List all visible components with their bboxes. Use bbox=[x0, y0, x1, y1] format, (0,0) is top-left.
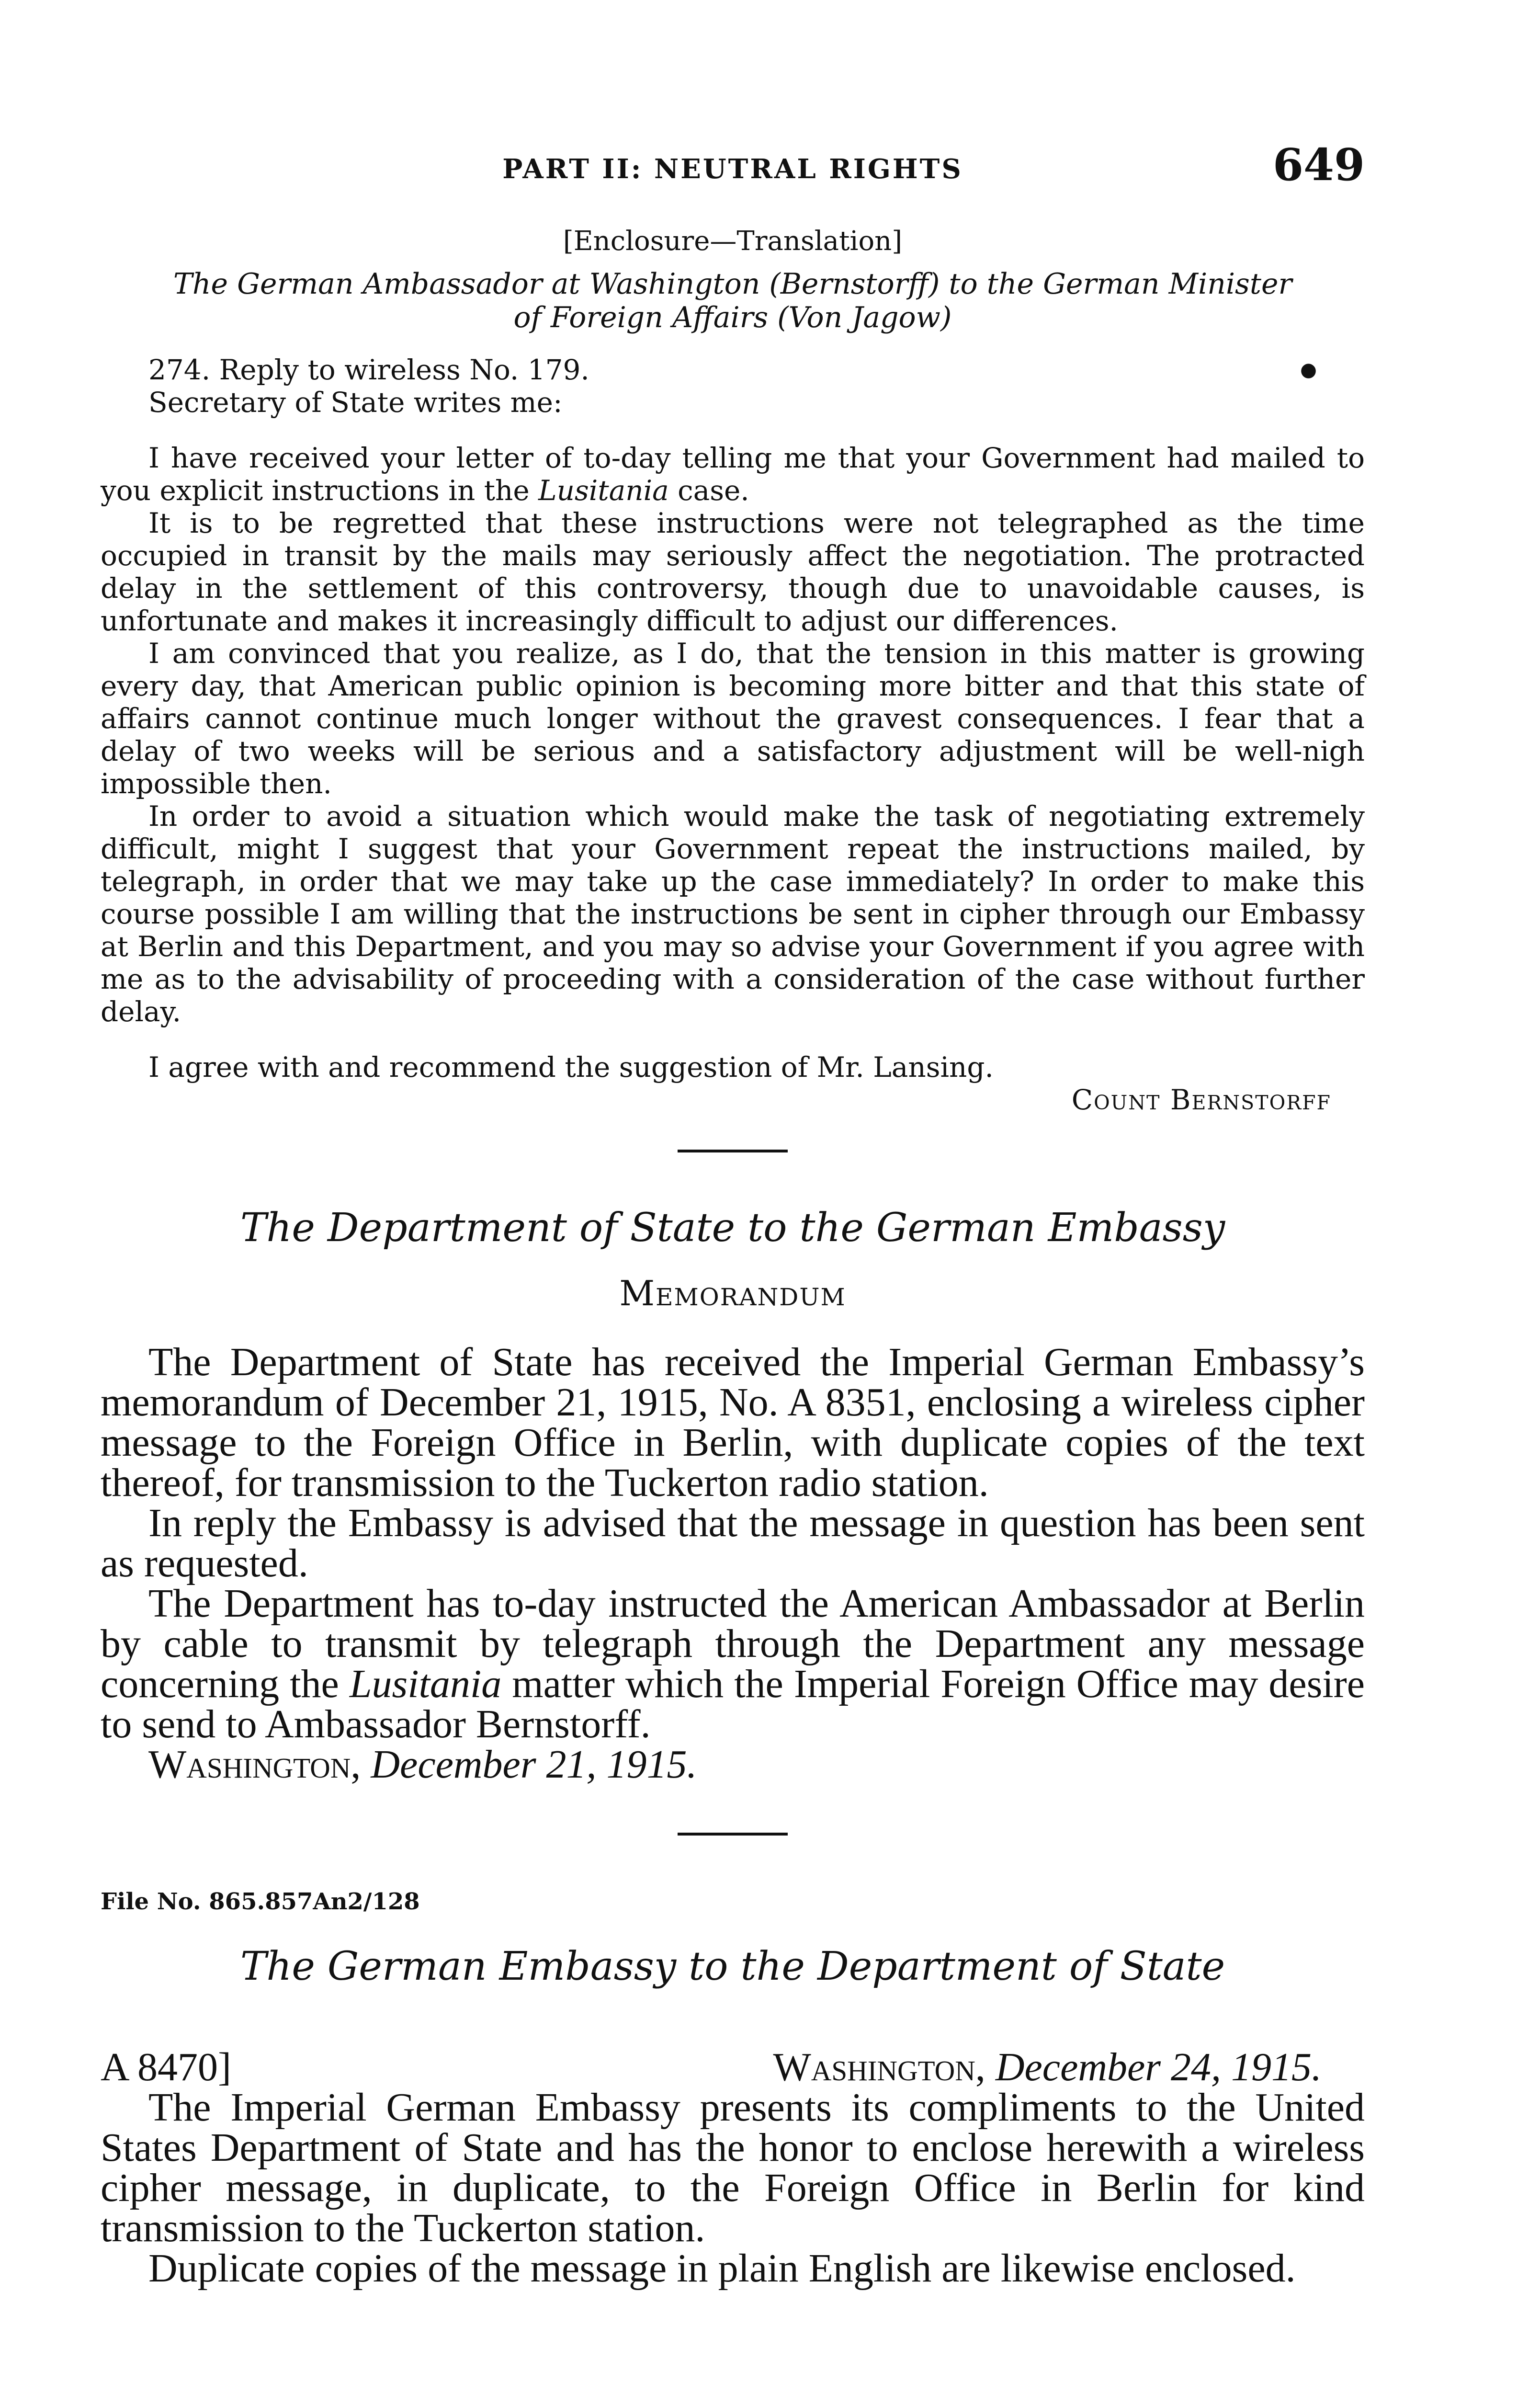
dateline-place: Washington, bbox=[148, 1742, 361, 1787]
telegram-paragraph: In order to avoid a situation which would make the task of negotiating extremely difficult, might I suggest that your Government repeat the instructions mailed, by telegraph, in order that we may take up the case immediately? In order to make this course possible I am willing that the instructions be sent in cipher through our Embassy at Berlin and this Department, and you may so advise your Government if you agree with me as to the advisability of proceeding with a consideration of the case without further delay. bbox=[101, 800, 1365, 1028]
memorandum-paragraph-text: matter which the Imperial Foreign Office may desire to send to Ambassador Bernstorff. bbox=[101, 1662, 1365, 1746]
note-heading: The German Embassy to the Department of State bbox=[240, 1944, 1225, 1989]
signature: Count Bernstorff bbox=[1071, 1083, 1331, 1116]
lusitania-term: Lusitania bbox=[349, 1662, 502, 1706]
memorandum-label: Memorandum bbox=[619, 1273, 846, 1313]
telegram-paragraph bbox=[101, 442, 1365, 507]
telegram-body bbox=[101, 442, 1365, 1116]
telegram-paragraph-text: I have received your letter of to-day telling me that your Government had mailed to you explicit instructions in the bbox=[101, 442, 1365, 507]
memorandum-body bbox=[101, 1342, 1365, 1785]
memorandum-paragraph bbox=[101, 1581, 1365, 1746]
enclosure-heading-line1: The German Ambassador at Washington (Bernstorff) to the German Minister bbox=[173, 267, 1292, 301]
dateline-date: December 24, 1915. bbox=[995, 2045, 1322, 2089]
ink-dot-mark: ● bbox=[1300, 359, 1317, 381]
running-title: PART II: NEUTRAL RIGHTS bbox=[502, 153, 963, 185]
lusitania-term: Lusitania bbox=[538, 474, 669, 507]
note-number: A 8470] bbox=[101, 2045, 231, 2089]
memorandum-paragraph-text: The Department has to-day instructed the American Ambassador at Berlin by cable to transmit by telegraph through the Department any message concerning the bbox=[101, 1581, 1365, 1706]
enclosure-label: [Enclosure—Translation] bbox=[563, 226, 903, 257]
telegram-head bbox=[101, 354, 1365, 419]
note-dateline bbox=[101, 2047, 1365, 2087]
enclosure-heading-line2: of Foreign Affairs (Von Jagow) bbox=[513, 301, 952, 334]
note-body bbox=[101, 2047, 1365, 2289]
memorandum-heading: The Department of State to the German Embassy bbox=[240, 1205, 1225, 1251]
note-paragraph: The Imperial German Embassy presents its compliments to the United States Department of State and has the honor to enclose herewith a wireless cipher message, in duplicate, to the Foreign Office in Berlin for kind transmission to the Tuckerton station. bbox=[101, 2085, 1365, 2250]
closing-line: I agree with and recommend the suggestion of Mr. Lansing. bbox=[148, 1051, 994, 1083]
telegram-paragraph: It is to be regretted that these instructions were not telegraphed as the time occupied in transit by the mails may seriously affect the negotiation. The protracted delay in the settlement of this controversy, though due to unavoidable causes, is unfortunate and makes it increasingly difficult to adjust our differences. bbox=[101, 507, 1365, 637]
memorandum-paragraph: The Department of State has received the Imperial German Embassy’s memorandum of December 21, 1915, No. A 8351, enclosing a wireless cipher message to the Foreign Office in Berlin, with duplicate copies of the text thereof, for transmission to the Tuckerton radio station. bbox=[101, 1340, 1365, 1505]
telegram-intro: Secretary of State writes me: bbox=[148, 386, 563, 419]
telegram-reference: 274. Reply to wireless No. 179. bbox=[148, 354, 589, 386]
memorandum-paragraph: In reply the Embassy is advised that the message in question has been sent as requested. bbox=[101, 1501, 1365, 1585]
page-number: 649 bbox=[1272, 139, 1365, 191]
note-date bbox=[773, 2047, 1322, 2087]
memorandum-dateline bbox=[101, 1742, 1365, 1787]
file-number: File No. 865.857An2/128 bbox=[101, 1888, 420, 1915]
telegram-paragraph: I am convinced that you realize, as I do, that the tension in this matter is growing every day, that American public opinion is becoming more bitter and that this state of affairs cannot continue much longer without the gravest consequences. I fear that a delay of two weeks will be serious and a satisfactory adjustment will be well-nigh impossible then. bbox=[101, 637, 1365, 800]
note-paragraph: Duplicate copies of the message in plain English are likewise enclosed. bbox=[148, 2246, 1296, 2291]
running-head bbox=[101, 139, 1365, 192]
page bbox=[101, 139, 1365, 2289]
dateline-date: December 21, 1915. bbox=[371, 1742, 697, 1787]
enclosure-heading bbox=[101, 267, 1365, 334]
dateline-place: Washington, bbox=[773, 2045, 985, 2089]
telegram-paragraph-text: case. bbox=[678, 474, 749, 507]
section-divider bbox=[678, 1150, 788, 1152]
section-divider bbox=[678, 1833, 788, 1836]
